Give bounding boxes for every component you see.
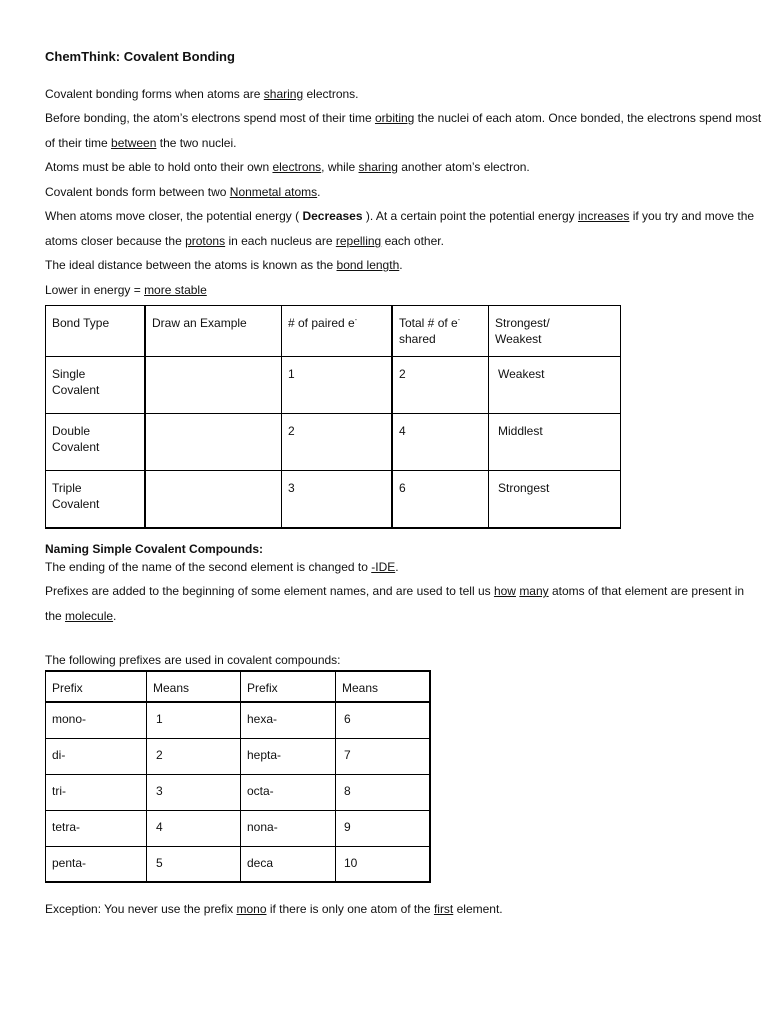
paragraph-stable: [45, 283, 207, 297]
answer-ide: -IDE: [371, 560, 396, 574]
text: Covalent bonding forms when atoms are: [45, 87, 264, 101]
text: The ending of the name of the second element is changed to: [45, 560, 372, 574]
answer-nonmetal-atoms: Nonmetal atoms: [229, 185, 318, 199]
header-prefix: Prefix: [46, 671, 147, 702]
header-paired-electrons: # of paired e-: [282, 306, 393, 357]
cell-bond-type: [46, 357, 146, 414]
cell-prefix: hepta-: [241, 738, 336, 774]
answer-orbiting: orbiting: [374, 111, 415, 125]
paragraph-sharing: [45, 87, 359, 101]
text: of their time: [45, 136, 112, 150]
text: Lower in energy =: [45, 283, 145, 297]
answer-molecule: molecule: [65, 609, 114, 623]
cell-text: Covalent: [52, 440, 100, 454]
header-text: Weakest: [495, 332, 542, 346]
cell-prefix: penta-: [46, 846, 147, 882]
cell-means: 8: [336, 774, 431, 810]
cell-prefix: deca: [241, 846, 336, 882]
paragraph-nonmetal: [45, 185, 321, 199]
header-strength: [489, 306, 621, 357]
cell-example: [145, 471, 282, 528]
text: in each nucleus are: [225, 234, 336, 248]
answer-mono: mono: [236, 902, 267, 916]
table-header-row: [46, 671, 431, 702]
cell-strength: Weakest: [489, 357, 621, 414]
header-text: # of paired e: [288, 316, 355, 330]
cell-prefix: tetra-: [46, 810, 147, 846]
header-prefix-2: Prefix: [241, 671, 336, 702]
header-means: Means: [147, 671, 241, 702]
paragraph-molecule: [45, 609, 116, 623]
text: Exception: You never use the prefix: [45, 902, 237, 916]
cell-means: 1: [147, 702, 241, 738]
answer-bond-length: bond length: [336, 258, 400, 272]
text: element.: [453, 902, 503, 916]
header-bond-type: Bond Type: [46, 306, 146, 357]
cell-paired: 2: [282, 414, 393, 471]
text: the: [45, 609, 66, 623]
cell-means: 3: [147, 774, 241, 810]
text: .: [399, 258, 403, 272]
cell-example: [145, 414, 282, 471]
cell-text: Covalent: [52, 383, 100, 397]
text: the two nuclei.: [156, 136, 237, 150]
cell-prefix: hexa-: [241, 702, 336, 738]
cell-prefix: mono-: [46, 702, 147, 738]
header-text: shared: [399, 332, 436, 346]
paragraph-electrons: [45, 160, 530, 174]
answer-decreases: Decreases: [302, 209, 363, 223]
paragraph-orbiting: [45, 111, 761, 125]
table-row: [46, 414, 621, 471]
answer-how: how: [493, 584, 516, 598]
answer-between: between: [111, 136, 157, 150]
answer-more-stable: more stable: [144, 283, 207, 297]
table-row: [46, 846, 431, 882]
cell-strength: Middlest: [489, 414, 621, 471]
answer-first: first: [433, 902, 454, 916]
answer-many: many: [519, 584, 549, 598]
header-means-2: Means: [336, 671, 431, 702]
cell-text: Covalent: [52, 497, 100, 511]
cell-means: 6: [336, 702, 431, 738]
prefix-intro: The following prefixes are used in covalent compounds:: [45, 653, 341, 667]
cell-prefix: nona-: [241, 810, 336, 846]
cell-strength: Strongest: [489, 471, 621, 528]
cell-prefix: octa-: [241, 774, 336, 810]
cell-means: 10: [336, 846, 431, 882]
table-row: [46, 738, 431, 774]
paragraph-bond-length: [45, 258, 403, 272]
page-title: ChemThink: Covalent Bonding: [45, 49, 235, 64]
paragraph-potential-energy: [45, 209, 754, 223]
table-header-row: [46, 306, 621, 357]
exception-note: [45, 902, 503, 916]
paragraph-ide: [45, 560, 399, 574]
cell-prefix: tri-: [46, 774, 147, 810]
table-row: [46, 357, 621, 414]
text: electrons.: [303, 87, 359, 101]
text: another atom’s electron.: [397, 160, 530, 174]
header-text: Strongest/: [495, 316, 550, 330]
header-total-electrons: Total # of e- shared: [392, 306, 489, 357]
cell-bond-type: [46, 471, 146, 528]
cell-total: 4: [392, 414, 489, 471]
text: , while: [321, 160, 359, 174]
cell-total: 2: [392, 357, 489, 414]
cell-paired: 3: [282, 471, 393, 528]
paragraph-prefixes: [45, 584, 744, 598]
header-draw-example: Draw an Example: [145, 306, 282, 357]
cell-paired: 1: [282, 357, 393, 414]
text: if you try and move the: [629, 209, 755, 223]
paragraph-protons: [45, 234, 444, 248]
table-row: [46, 774, 431, 810]
text: The ideal distance between the atoms is known as the: [45, 258, 337, 272]
cell-example: [145, 357, 282, 414]
cell-means: 5: [147, 846, 241, 882]
answer-protons: protons: [185, 234, 226, 248]
table-row: [46, 810, 431, 846]
text: Atoms must be able to hold onto their own: [45, 160, 273, 174]
text: When atoms move closer, the potential energy (: [45, 209, 303, 223]
cell-total: 6: [392, 471, 489, 528]
answer-repelling: repelling: [335, 234, 382, 248]
text: if there is only one atom of the: [266, 902, 434, 916]
table-row: [46, 471, 621, 528]
table-row: [46, 702, 431, 738]
section-heading-naming: Naming Simple Covalent Compounds:: [45, 542, 264, 556]
text: .: [395, 560, 399, 574]
text: each other.: [381, 234, 444, 248]
text: atoms of that element are present in: [548, 584, 745, 598]
text: the nuclei of each atom. Once bonded, the electrons spend most: [414, 111, 762, 125]
cell-means: 2: [147, 738, 241, 774]
cell-text: Single: [52, 367, 86, 381]
paragraph-between: [45, 136, 236, 150]
text: .: [113, 609, 117, 623]
cell-text: Triple: [52, 481, 82, 495]
text: ). At a certain point the potential energy: [362, 209, 578, 223]
answer-sharing: sharing: [263, 87, 304, 101]
prefix-table: [45, 670, 431, 883]
answer-electrons: electrons: [272, 160, 322, 174]
cell-prefix: di-: [46, 738, 147, 774]
text: atoms closer because the: [45, 234, 186, 248]
cell-means: 9: [336, 810, 431, 846]
text: .: [317, 185, 321, 199]
cell-means: 7: [336, 738, 431, 774]
text: Covalent bonds form between two: [45, 185, 230, 199]
cell-text: Double: [52, 424, 91, 438]
cell-bond-type: [46, 414, 146, 471]
cell-means: 4: [147, 810, 241, 846]
text: Prefixes are added to the beginning of some element names, and are used to tell us: [45, 584, 494, 598]
answer-sharing-2: sharing: [358, 160, 398, 174]
answer-increases: increases: [578, 209, 630, 223]
bond-type-table: [45, 305, 621, 529]
text: Before bonding, the atom’s electrons spend most of their time: [45, 111, 375, 125]
header-text: Total # of e: [399, 316, 458, 330]
